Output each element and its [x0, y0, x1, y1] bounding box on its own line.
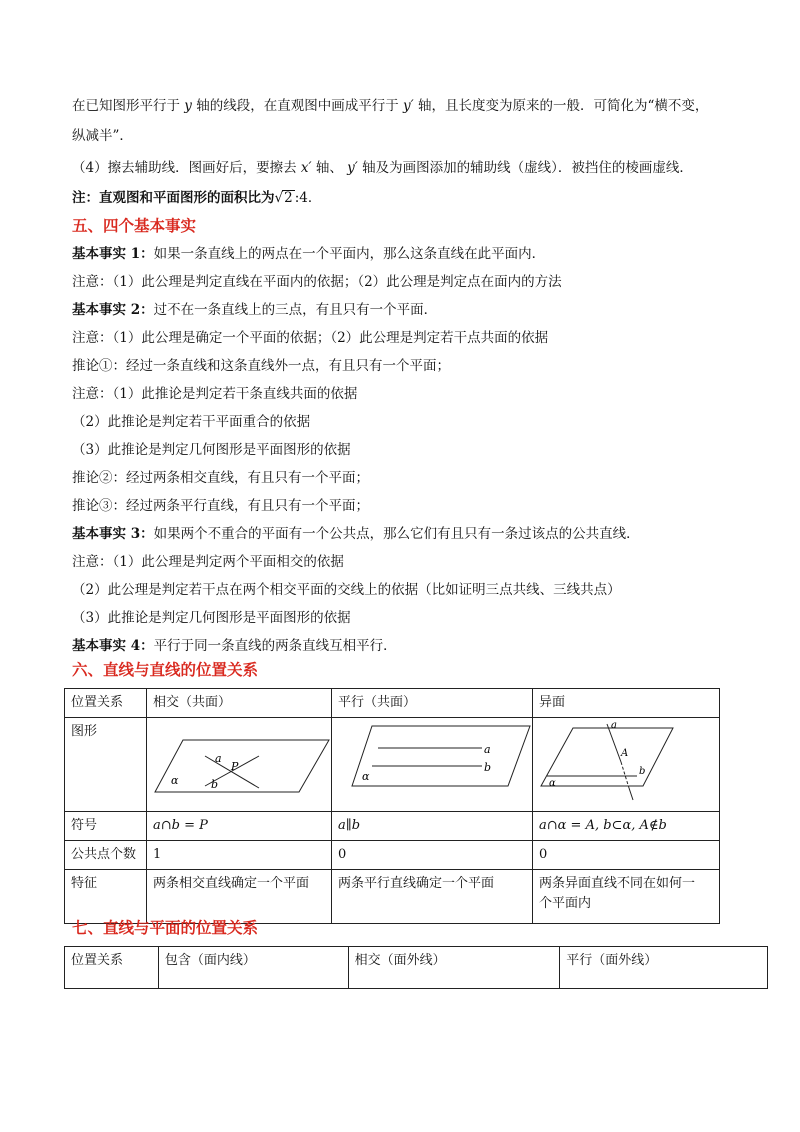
section-5-line	[72, 468, 369, 488]
figure-cell	[147, 718, 332, 812]
skew-lines-figure	[533, 718, 719, 804]
text: 轴，且长度变为原来的一般．可简化为“横不变，	[413, 98, 709, 114]
row-label: 图形	[65, 718, 147, 812]
symbol-cell: a∩α = A, b⊂α, A∉b	[533, 812, 720, 841]
feature-cell	[533, 870, 720, 924]
fact-label: 基本事实 3：	[72, 526, 154, 542]
section-5-line	[72, 496, 369, 516]
line-a-hidden	[621, 762, 629, 788]
feature-cell: 两条平行直线确定一个平面	[332, 870, 533, 924]
var-xprime: x′	[300, 160, 312, 176]
line-text: 推论③：经过两条平行直线，有且只有一个平面；	[72, 498, 369, 514]
text: 轴及为画图添加的辅助线（虚线）．被挡住的棱画虚线．	[357, 160, 693, 176]
parallel-lines-figure	[332, 718, 532, 804]
figure-cell	[533, 718, 720, 812]
symbol-cell: a∩b = P	[147, 812, 332, 841]
text: 轴、	[311, 160, 348, 176]
var-yprime: y′	[403, 98, 414, 114]
section-5-line	[72, 244, 545, 264]
label-b: b	[639, 766, 646, 777]
row-label: 公共点个数	[65, 841, 147, 870]
fact-label: 基本事实 1：	[72, 246, 154, 262]
label-alpha: α	[549, 778, 556, 789]
label-alpha: α	[171, 774, 179, 787]
count-cell: 0	[533, 841, 720, 870]
symbol-cell: a∥b	[332, 812, 533, 841]
table-row	[65, 841, 720, 870]
label-alpha: α	[362, 770, 370, 783]
plane-outline	[352, 726, 530, 786]
text: 轴的线段，在直观图中画成平行于	[191, 98, 404, 114]
feature-text-line-1: 两条异面直线不同在如何一	[539, 876, 696, 891]
line-text: （2）此推论是判定若干平面重合的依据	[72, 414, 311, 430]
line-text: （3）此推论是判定几何图形是平面图形的依据	[72, 610, 351, 626]
line-plane-table	[64, 946, 768, 989]
header-cell: 相交（共面）	[147, 689, 332, 718]
intro-line-2: 纵减半”．	[72, 128, 133, 144]
line-text: 平行于同一条直线的两条直线互相平行．	[153, 638, 397, 654]
line-text: 注意：（1）此公理是确定一个平面的依据；（2）此公理是判定若干点共面的依据	[72, 330, 549, 346]
sqrt-radicand: 2	[284, 190, 293, 206]
table-row	[65, 947, 768, 989]
section-5-line	[72, 384, 357, 404]
intersecting-lines-figure	[147, 718, 331, 804]
line-text: 过不在一条直线上的三点，有且只有一个平面．	[153, 302, 438, 318]
row-label: 特征	[65, 870, 147, 924]
header-cell: 包含（面内线）	[158, 947, 348, 989]
section-5-line	[72, 580, 621, 600]
label-b: b	[211, 778, 219, 791]
var-y: y	[184, 98, 192, 114]
intro-line-3	[72, 158, 693, 178]
sqrt-sign: √	[274, 190, 284, 206]
table-row	[65, 689, 720, 718]
line-text: 注意：（1）此公理是判定两个平面相交的依据	[72, 554, 344, 570]
line-text: 推论②：经过两条相交直线，有且只有一个平面；	[72, 470, 369, 486]
var-yprime: y′	[347, 160, 358, 176]
fact-label: 基本事实 2：	[72, 302, 154, 318]
section-5-title: 五、四个基本事实	[72, 216, 197, 235]
line-line-table	[64, 688, 720, 924]
section-5-line	[72, 328, 548, 348]
header-cell: 平行（共面）	[332, 689, 533, 718]
line-text: 注意：（1）此推论是判定若干条直线共面的依据	[72, 386, 358, 402]
line-text: 如果两个不重合的平面有一个公共点，那么它们有且只有一条过该点的公共直线．	[153, 526, 640, 542]
header-cell: 位置关系	[65, 689, 147, 718]
section-5-line	[72, 552, 344, 572]
section-5-line	[72, 440, 351, 460]
fact-label: 基本事实 4：	[72, 638, 154, 654]
table-row	[65, 812, 720, 841]
section-5-line	[72, 412, 310, 432]
section-5-line	[72, 272, 562, 292]
header-cell: 平行（面外线）	[560, 947, 768, 989]
text: :4．	[294, 190, 322, 206]
header-cell: 异面	[533, 689, 720, 718]
section-6-title: 六、直线与直线的位置关系	[72, 660, 259, 679]
text: 在已知图形平行于	[72, 98, 185, 114]
feature-text-line-2: 个平面内	[539, 896, 592, 911]
table-row	[65, 718, 720, 812]
figure-cell	[332, 718, 533, 812]
area-ratio-note	[72, 188, 321, 208]
header-cell: 位置关系	[65, 947, 159, 989]
section-5-line	[72, 608, 351, 628]
plane-outline	[541, 728, 673, 786]
line-text: （3）此推论是判定几何图形是平面图形的依据	[72, 442, 351, 458]
line-a	[629, 788, 633, 800]
count-cell: 0	[332, 841, 533, 870]
section-5-line	[72, 636, 397, 656]
table-row	[65, 870, 720, 924]
feature-cell: 两条相交直线确定一个平面	[147, 870, 332, 924]
line-text: 推论①：经过一条直线和这条直线外一点，有且只有一个平面；	[72, 358, 450, 374]
label-a: a	[484, 743, 491, 756]
text: 注：直观图和平面图形的面积比为	[72, 190, 275, 206]
intro-line-1	[72, 96, 708, 116]
label-A: A	[621, 748, 629, 759]
label-a: a	[611, 720, 617, 731]
row-label: 符号	[65, 812, 147, 841]
section-5-line	[72, 524, 640, 544]
count-cell: 1	[147, 841, 332, 870]
label-b: b	[484, 761, 492, 774]
section-5-line	[72, 300, 437, 320]
section-5-line	[72, 356, 450, 376]
line-text: 注意：（1）此公理是判定直线在平面内的依据；（2）此公理是判定点在面内的方法	[72, 274, 562, 290]
header-cell: 相交（面外线）	[348, 947, 560, 989]
label-P: P	[231, 760, 239, 773]
section-7-title: 七、直线与平面的位置关系	[72, 918, 259, 937]
text: （4）擦去辅助线．图画好后，要擦去	[72, 160, 301, 176]
line-text: 如果一条直线上的两点在一个平面内，那么这条直线在此平面内．	[153, 246, 546, 262]
label-a: a	[215, 752, 222, 765]
line-text: （2）此公理是判定若干点在两个相交平面的交线上的依据（比如证明三点共线、三线共点）	[72, 582, 621, 598]
